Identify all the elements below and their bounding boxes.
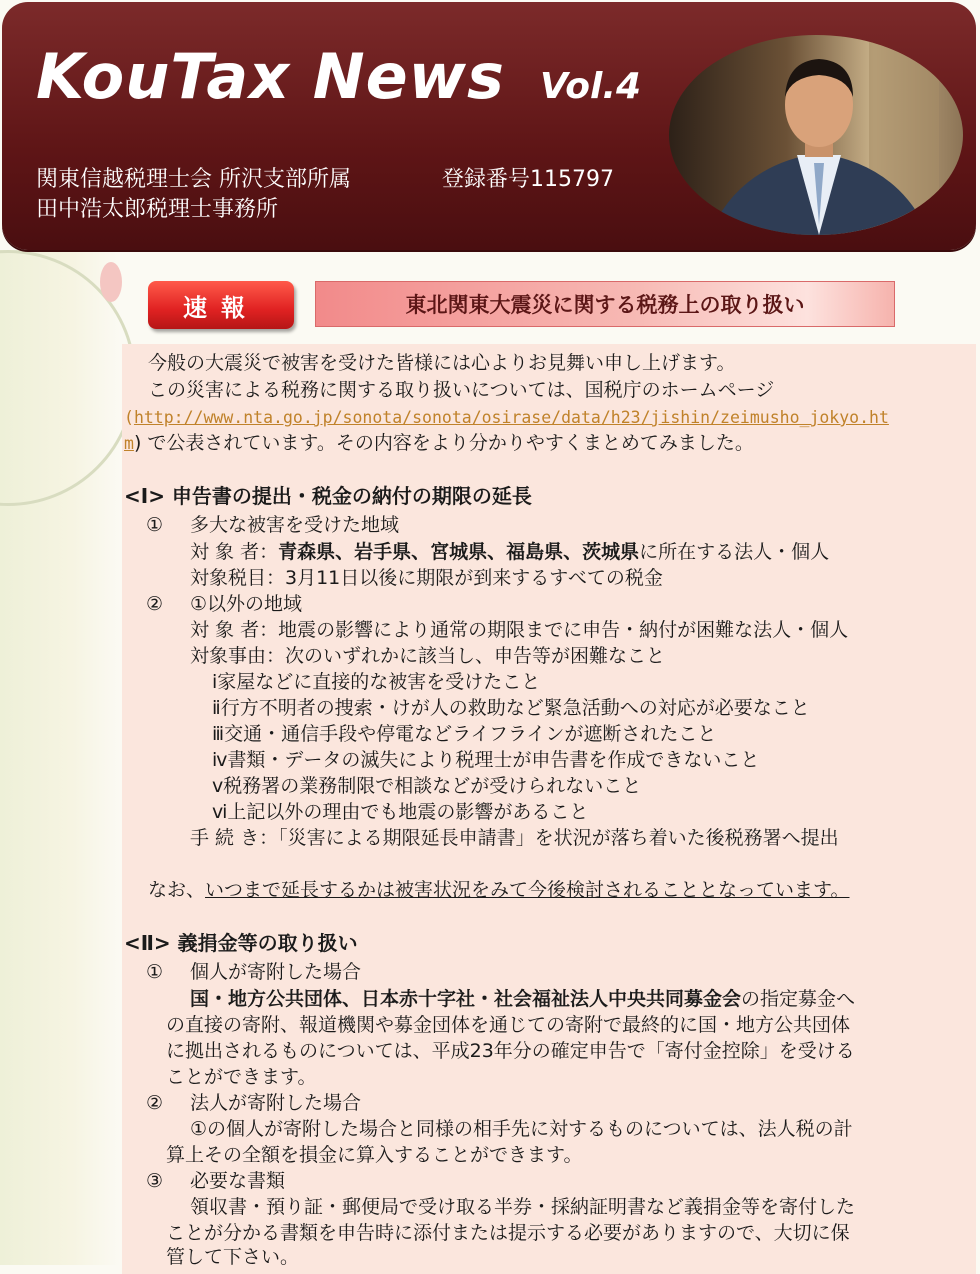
source-url-paren: ( [124,408,134,427]
newsletter-header [2,2,976,250]
item-title: 法人が寄附した場合 [190,1092,362,1114]
source-url-link[interactable]: http://www.nta.go.jp/sonota/sonota/osirase/data/h23/jishin/zeimusho_jokyo.ht [133,408,889,427]
note-underlined: いつまで延長するかは被害状況をみて今後検討されることとなっています。 [205,879,850,901]
reason-item: ⅰ家屋などに直接的な被害を受けたこと [212,671,541,693]
flash-news-badge: 速報 [148,281,294,329]
source-url-link-end[interactable]: m [124,434,134,453]
office-name: 田中浩太郎税理士事務所 [36,197,279,222]
recipients: 国・地方公共団体、日本赤十字社・社会福祉法人中央共同募金会 [190,988,742,1010]
reason-item: ⅲ交通・通信手段や停電などライフラインが遮断されたこと [212,723,717,745]
organization: 関東信越税理士会 所沢支部所属 [36,167,351,192]
paragraph-line: に拠出されるものについては、平成23年分の確定申告で「寄付金控除」を受ける [166,1040,855,1062]
portrait-photo [669,35,963,235]
procedure-line: 手 続 き：「災害による期限延長申請書」を状況が落ち着いた後税務署へ提出 [190,827,839,849]
paragraph-line: 管して下さい。 [166,1246,300,1268]
paragraph-line: ことができます。 [166,1066,317,1088]
intro-line-rest: ) で公表されています。その内容をより分かりやすくまとめてみました。 [133,432,754,454]
portrait-figure-icon [669,35,963,235]
newsletter-title: KouTax News [36,40,505,113]
intro-line: 今般の大震災で被害を受けた皆様には心よりお見舞い申し上げます。 [148,352,736,374]
reason-item: ⅱ行方不明者の捜索・けが人の救助など緊急活動への対応が必要なこと [212,697,810,719]
registration-number: 登録番号115797 [442,167,614,192]
reason-item: ⅴ税務署の業務制限で相談などが受けられないこと [212,775,642,797]
paragraph-line: ことが分かる書類を申告時に添付または提示する必要がありますので、大切に保 [166,1222,850,1244]
paragraph-line: ①の個人が寄附した場合と同様の相手先に対するものについては、法人税の計 [190,1118,853,1140]
item-number: ① [146,961,164,983]
paragraph-line: 領収書・預り証・郵便局で受け取る半券・採納証明書など義捐金等を寄付した [190,1196,856,1218]
volume-number: Vol.4 [540,66,642,107]
item-number: ③ [146,1170,164,1192]
item-number: ② [146,593,164,615]
item-number: ② [146,1092,164,1114]
item-number: ① [146,514,164,536]
intro-line [124,430,754,457]
paragraph-rest: の指定募金へ [741,988,856,1010]
section-heading: <Ⅱ> 義捐金等の取り扱い [124,931,358,955]
reason-line: 対象事由：次のいずれかに該当し、申告等が困難なこと [190,645,666,667]
note-prefix: なお、 [148,879,206,901]
label-rest: に所在する法人・個人 [639,541,830,563]
reason-item: ⅵ上記以外の理由でも地震の影響があること [212,801,589,823]
intro-line: この災害による税務に関する取り扱いについては、国税庁のホームページ [148,379,775,401]
prefectures: 青森県、岩手県、宮城県、福島県、茨城県 [278,541,640,563]
paragraph-line: の直接の寄附、報道機関や募金団体を通じての寄附で最終的に国・地方公共団体 [166,1014,851,1036]
note-line [148,877,850,903]
item-title: 多大な被害を受けた地域 [190,514,400,536]
decorative-dot [100,262,122,302]
tax-scope-line: 対象税目：3月11日以後に期限が到来するすべての税金 [190,567,663,589]
article-title-banner: 東北関東大震災に関する税務上の取り扱い [315,281,895,327]
section-heading: <Ⅰ> 申告書の提出・税金の納付の期限の延長 [124,484,532,508]
item-title: 必要な書類 [190,1170,286,1192]
eligibility-line [190,539,829,565]
reason-item: ⅳ書類・データの滅失により税理士が申告書を作成できないこと [212,749,760,771]
item-title: 個人が寄附した場合 [190,961,362,983]
item-title: ①以外の地域 [190,593,303,615]
paragraph-line: 算上その全額を損金に算入することができます。 [166,1144,583,1166]
eligibility-line: 対 象 者：地震の影響により通常の期限までに申告・納付が困難な法人・個人 [190,619,849,641]
paragraph-line [190,986,855,1012]
source-url-line [124,404,889,431]
label: 対 象 者： [190,541,279,563]
